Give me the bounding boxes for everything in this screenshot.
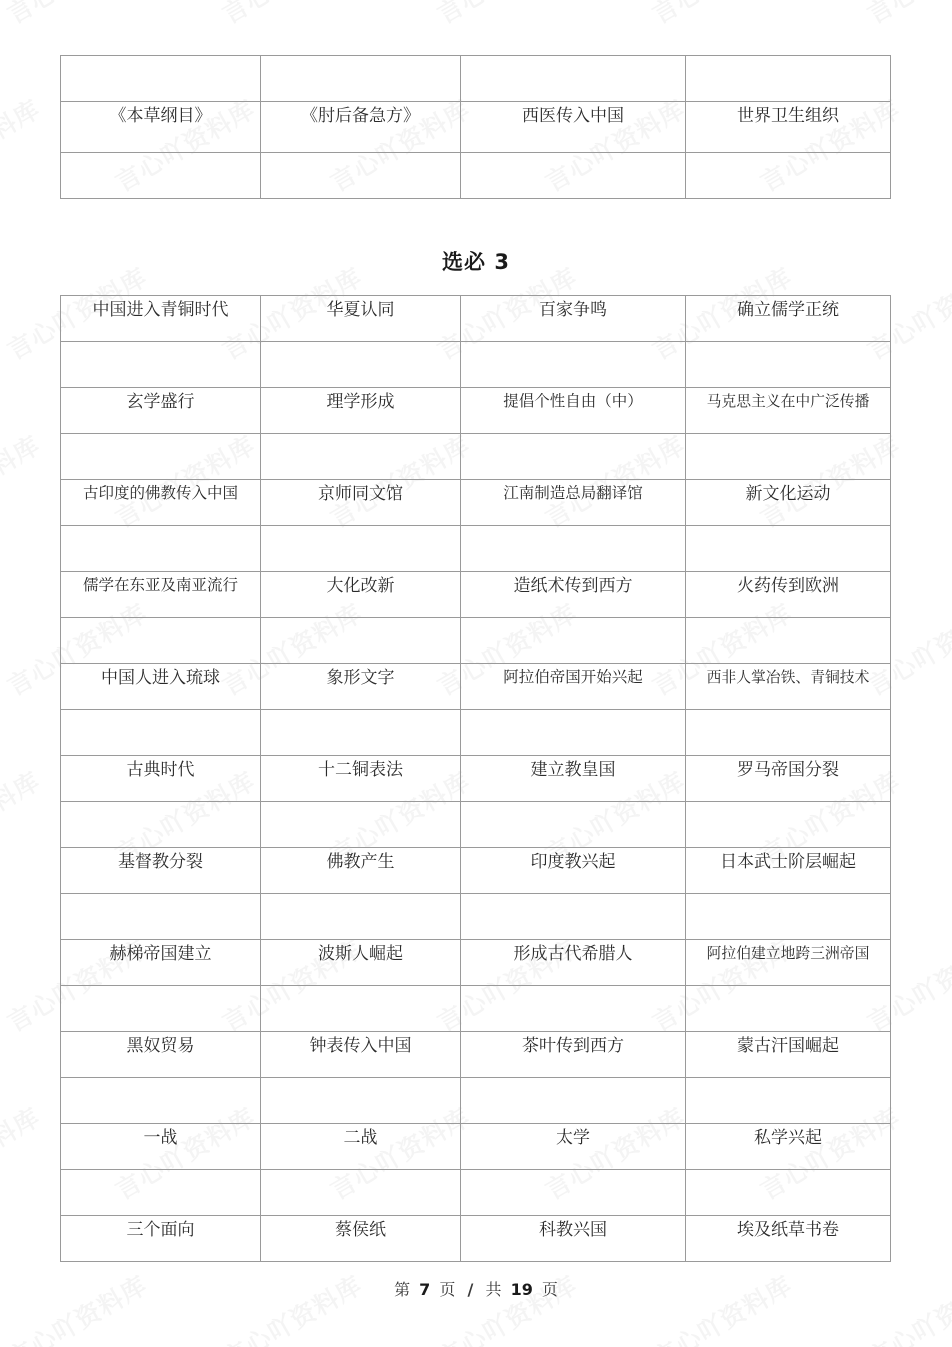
table-cell xyxy=(461,802,686,848)
footer-separator: / xyxy=(467,1280,474,1299)
table-cell xyxy=(61,618,261,664)
table-row xyxy=(61,986,891,1032)
table-cell xyxy=(261,618,461,664)
table-row xyxy=(61,102,891,153)
table-cell xyxy=(461,894,686,940)
table-cell xyxy=(461,153,686,199)
table-cell: 世界卫生组织 xyxy=(686,102,891,153)
table-cell: 中国人进入琉球 xyxy=(61,664,261,710)
table-cell: 古典时代 xyxy=(61,756,261,802)
table-row xyxy=(61,1124,891,1170)
table-cell xyxy=(261,710,461,756)
table-cell: 太学 xyxy=(461,1124,686,1170)
table-cell xyxy=(61,986,261,1032)
table-cell xyxy=(686,618,891,664)
table-cell xyxy=(686,802,891,848)
table-cell: 提倡个性自由（中） xyxy=(461,388,686,434)
table-row xyxy=(61,480,891,526)
table-cell xyxy=(686,1078,891,1124)
table-cell xyxy=(61,1170,261,1216)
table-cell: 科教兴国 xyxy=(461,1216,686,1262)
table-cell xyxy=(686,710,891,756)
table-cell: 钟表传入中国 xyxy=(261,1032,461,1078)
table-row xyxy=(61,388,891,434)
table-cell: 百家争鸣 xyxy=(461,296,686,342)
table-cell: 西非人掌冶铁、青铜技术 xyxy=(686,664,891,710)
table-cell: 建立教皇国 xyxy=(461,756,686,802)
table-cell: 二战 xyxy=(261,1124,461,1170)
table-cell: 波斯人崛起 xyxy=(261,940,461,986)
table-cell: 罗马帝国分裂 xyxy=(686,756,891,802)
table-cell: 一战 xyxy=(61,1124,261,1170)
table-cell: 象形文字 xyxy=(261,664,461,710)
table-cell xyxy=(461,434,686,480)
table-cell xyxy=(686,342,891,388)
table-row xyxy=(61,434,891,480)
table-row xyxy=(61,153,891,199)
table-cell: 理学形成 xyxy=(261,388,461,434)
table-cell: 新文化运动 xyxy=(686,480,891,526)
table-cell xyxy=(686,1170,891,1216)
table-cell xyxy=(461,1078,686,1124)
table-cell xyxy=(461,618,686,664)
table-row xyxy=(61,1032,891,1078)
table-cell xyxy=(461,710,686,756)
table-cell: 形成古代希腊人 xyxy=(461,940,686,986)
table-row xyxy=(61,940,891,986)
table-row xyxy=(61,848,891,894)
table-cell xyxy=(61,526,261,572)
table-cell xyxy=(261,342,461,388)
table-cell: 阿拉伯建立地跨三洲帝国 xyxy=(686,940,891,986)
table-cell: 大化改新 xyxy=(261,572,461,618)
table-cell: 古印度的佛教传入中国 xyxy=(61,480,261,526)
table-cell: 马克思主义在中广泛传播 xyxy=(686,388,891,434)
table-cell xyxy=(461,526,686,572)
footer-total-prefix: 共 xyxy=(485,1280,502,1299)
table-row xyxy=(61,296,891,342)
footer-page-unit: 页 xyxy=(439,1280,456,1299)
table-cell xyxy=(261,153,461,199)
table-row xyxy=(61,1216,891,1262)
table-cell xyxy=(461,986,686,1032)
table-row xyxy=(61,802,891,848)
table-cell: 《本草纲目》 xyxy=(61,102,261,153)
table-cell xyxy=(261,56,461,102)
table-cell xyxy=(686,526,891,572)
table-cell: 玄学盛行 xyxy=(61,388,261,434)
table-cell: 赫梯帝国建立 xyxy=(61,940,261,986)
table-cell: 基督教分裂 xyxy=(61,848,261,894)
table-row xyxy=(61,56,891,102)
table-row xyxy=(61,756,891,802)
table-cell xyxy=(686,894,891,940)
footer-total-unit: 页 xyxy=(541,1280,558,1299)
top-table xyxy=(60,55,891,199)
table-cell: 京师同文馆 xyxy=(261,480,461,526)
table-cell: 蔡侯纸 xyxy=(261,1216,461,1262)
table-cell: 印度教兴起 xyxy=(461,848,686,894)
table-cell xyxy=(261,1170,461,1216)
top-table-body xyxy=(61,56,891,199)
table-row xyxy=(61,342,891,388)
table-cell: 火药传到欧洲 xyxy=(686,572,891,618)
table-cell xyxy=(461,342,686,388)
table-cell: 阿拉伯帝国开始兴起 xyxy=(461,664,686,710)
table-cell xyxy=(61,710,261,756)
table-cell xyxy=(61,434,261,480)
table-row xyxy=(61,710,891,756)
table-cell xyxy=(686,434,891,480)
main-table-body xyxy=(61,296,891,1262)
table-cell xyxy=(61,342,261,388)
footer-prefix: 第 xyxy=(394,1280,411,1299)
table-cell: 埃及纸草书卷 xyxy=(686,1216,891,1262)
table-row xyxy=(61,1170,891,1216)
table-cell: 江南制造总局翻译馆 xyxy=(461,480,686,526)
table-cell: 十二铜表法 xyxy=(261,756,461,802)
table-cell: 《肘后备急方》 xyxy=(261,102,461,153)
table-cell xyxy=(261,1078,461,1124)
table-cell: 确立儒学正统 xyxy=(686,296,891,342)
table-row xyxy=(61,894,891,940)
table-cell xyxy=(61,894,261,940)
table-cell xyxy=(461,1170,686,1216)
table-cell: 三个面向 xyxy=(61,1216,261,1262)
table-cell xyxy=(61,153,261,199)
table-cell: 黑奴贸易 xyxy=(61,1032,261,1078)
table-cell xyxy=(261,986,461,1032)
table-cell xyxy=(261,526,461,572)
table-cell: 佛教产生 xyxy=(261,848,461,894)
table-cell: 私学兴起 xyxy=(686,1124,891,1170)
table-row xyxy=(61,526,891,572)
table-cell: 茶叶传到西方 xyxy=(461,1032,686,1078)
table-row xyxy=(61,572,891,618)
table-cell: 儒学在东亚及南亚流行 xyxy=(61,572,261,618)
page-footer xyxy=(0,1277,952,1300)
page-title: 选必 3 xyxy=(442,250,510,274)
table-row xyxy=(61,664,891,710)
footer-current-page: 7 xyxy=(419,1280,431,1299)
table-row xyxy=(61,1078,891,1124)
table-cell xyxy=(261,434,461,480)
table-cell xyxy=(261,894,461,940)
table-cell: 造纸术传到西方 xyxy=(461,572,686,618)
table-cell: 西医传入中国 xyxy=(461,102,686,153)
table-cell xyxy=(61,1078,261,1124)
table-cell xyxy=(686,56,891,102)
main-table xyxy=(60,295,891,1262)
footer-total-pages: 19 xyxy=(510,1280,533,1299)
table-cell xyxy=(686,153,891,199)
table-cell xyxy=(686,986,891,1032)
table-row xyxy=(61,618,891,664)
table-cell xyxy=(461,56,686,102)
table-cell xyxy=(261,802,461,848)
table-cell xyxy=(61,56,261,102)
table-cell: 华夏认同 xyxy=(261,296,461,342)
table-cell: 中国进入青铜时代 xyxy=(61,296,261,342)
table-cell: 日本武士阶层崛起 xyxy=(686,848,891,894)
table-cell xyxy=(61,802,261,848)
table-cell: 蒙古汗国崛起 xyxy=(686,1032,891,1078)
